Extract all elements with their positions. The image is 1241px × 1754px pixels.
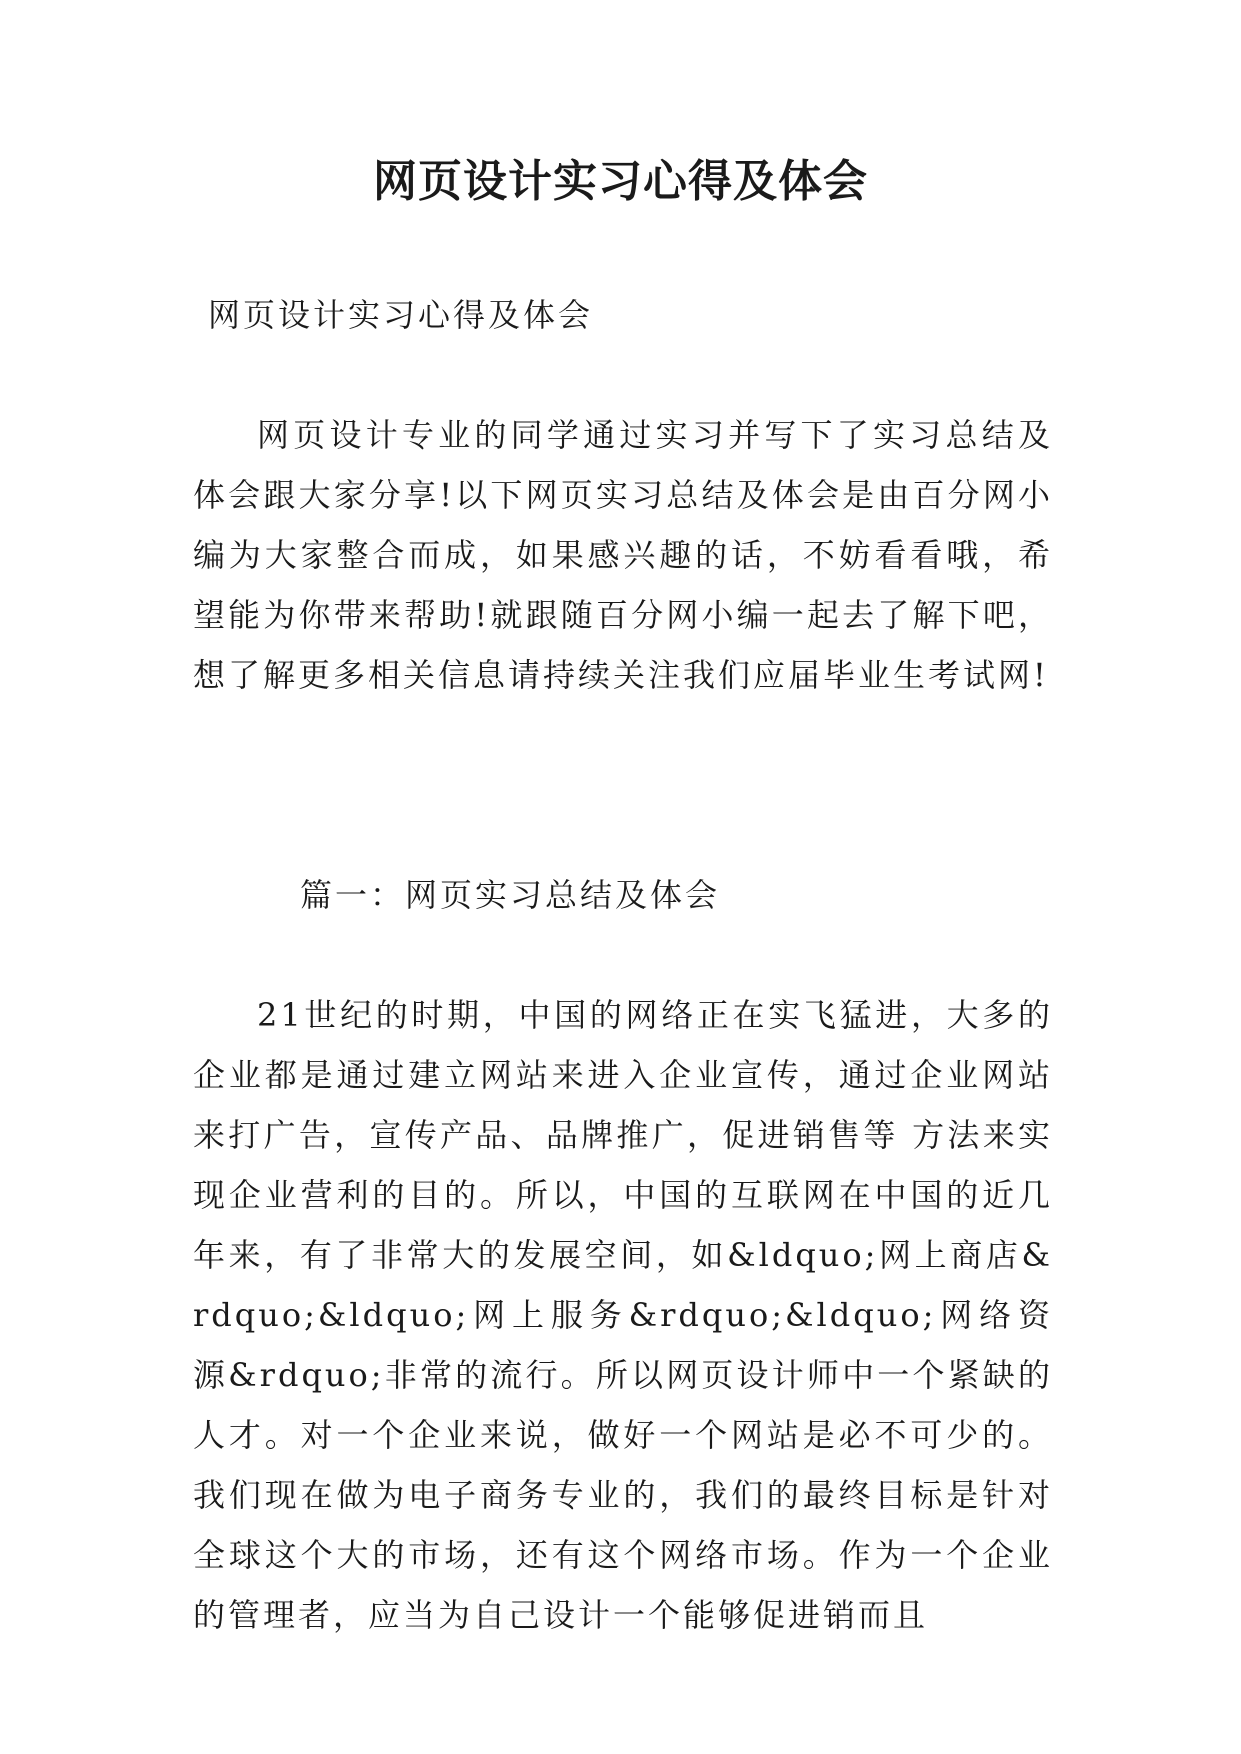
section-paragraph: 21世纪的时期，中国的网络正在实飞猛进，大多的企业都是通过建立网站来进入企业宣传，通过企业网站来打广告，宣传产品、品牌推广，促进销售等 方法来实现企业营利的目的。所以，中国的互联网在中国的近几年来，有了非常大的发展空间，如&ldquo;网上商店&rdquo;&ldquo;网上服务&rdquo;&ldquo;网络资源&rdquo;非常的流行。所以网页设计师中一个紧缺的人才。对一个企业来说，做好一个网站是必不可少的。我们现在做为电子商务专业的，我们的最终目标是针对全球这个大的市场，还有这个网络市场。作为一个企业的管理者，应当为自己设计一个能够促进销而且	[193, 996, 1053, 1634]
intro-paragraph: 网页设计专业的同学通过实习并写下了实习总结及体会跟大家分享!以下网页实习总结及体会是由百分网小编为大家整合而成，如果感兴趣的话，不妨看看哦，希望能为你带来帮助!就跟随百分网小编一起去了解下吧，想了解更多相关信息请持续关注我们应届毕业生考试网!	[193, 416, 1053, 694]
section-heading: 篇一：网页实习总结及体会	[300, 876, 721, 914]
document-subtitle: 网页设计实习心得及体会	[208, 296, 594, 334]
document-title: 网页设计实习心得及体会	[373, 156, 868, 207]
